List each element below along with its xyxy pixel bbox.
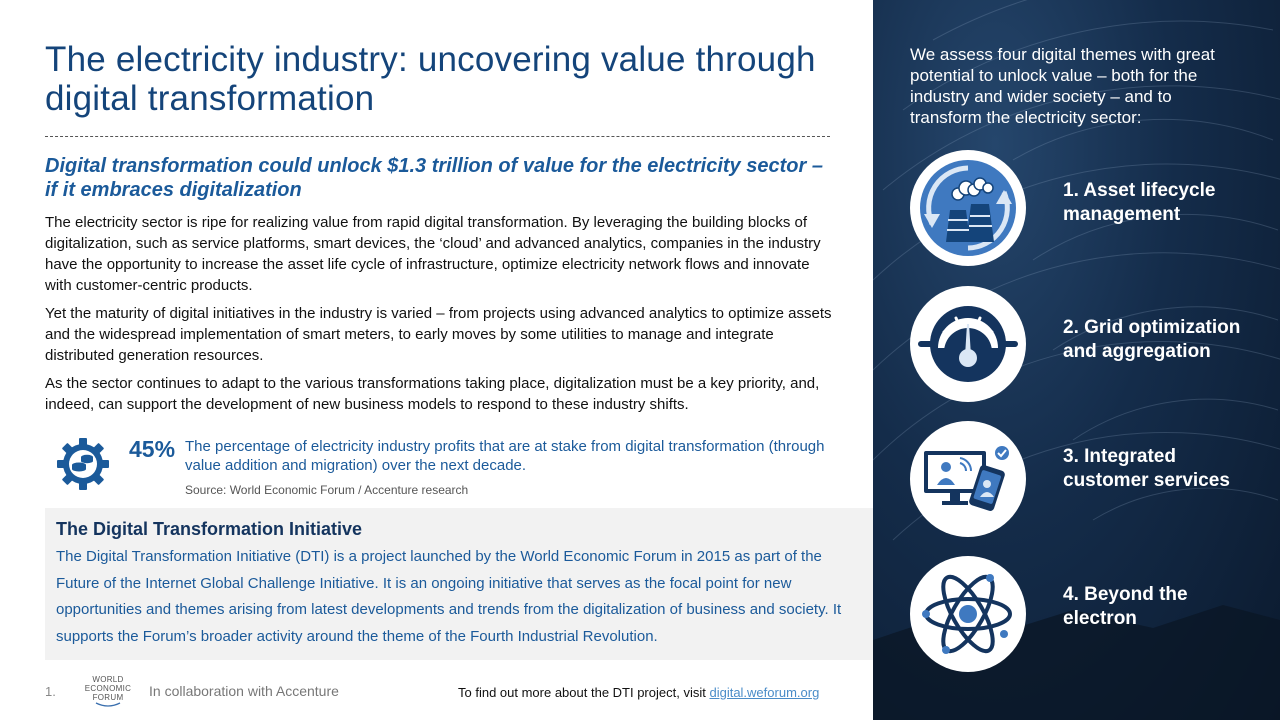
theme-icon-circle — [910, 556, 1026, 672]
page-number: 1. — [45, 684, 56, 699]
dti-link[interactable]: digital.weforum.org — [709, 685, 820, 700]
theme-icon-circle — [910, 286, 1026, 402]
panel-intro: We assess four digital themes with great potential to unlock value – both for the industry and wider society – and to transform the electricity sector: — [910, 45, 1215, 127]
theme-label-3: 3. Integrated customer services — [1063, 446, 1230, 491]
collaboration-text: In collaboration with Accenture — [149, 683, 339, 699]
logo-line-1: WORLD — [92, 675, 124, 684]
more-info-text: To find out more about the DTI project, visit — [458, 685, 706, 700]
stat-value: 45% — [129, 436, 176, 462]
monitor-phone-icon — [918, 429, 1018, 529]
cooling-tower-icon — [918, 158, 1018, 258]
theme-label-2: 2. Grid optimization and aggregation — [1063, 317, 1241, 362]
theme-icon-circle — [910, 421, 1026, 537]
more-info — [458, 685, 819, 700]
theme-grid-optimization — [910, 286, 1270, 404]
gauge-meter-icon — [918, 294, 1018, 394]
logo-line-3: FORUM — [92, 693, 124, 702]
paragraph-2: Yet the maturity of digital initiatives in the industry is varied – from projects using advanced analytics to optimize assets and the widespread implementation of smart meters, to early moves by some utilities to manage and integrate distributed generation resources. — [45, 305, 832, 364]
themes-panel — [873, 0, 1280, 720]
theme-icon-circle — [910, 150, 1026, 266]
theme-label-4: 4. Beyond the electron — [1063, 584, 1188, 629]
theme-customer-services — [910, 421, 1270, 539]
gear-coins-icon — [55, 436, 111, 492]
stat-source: Source: World Economic Forum / Accenture research — [185, 483, 469, 497]
theme-asset-lifecycle — [910, 150, 1270, 268]
footer — [0, 672, 873, 712]
subheading: Digital transformation could unlock $1.3 trillion of value for the electricity sector – if it embraces digitalization — [45, 155, 823, 201]
dashed-divider — [45, 136, 830, 137]
logo-swoosh-icon — [78, 702, 138, 708]
dti-title: The Digital Transformation Initiative — [56, 519, 363, 539]
atom-icon — [918, 564, 1018, 664]
dti-info-box — [45, 508, 873, 660]
wef-logo — [78, 675, 138, 711]
logo-line-2: ECONOMIC — [84, 684, 132, 693]
paragraph-3: As the sector continues to adapt to the various transformations taking place, digitalization must be a key priority, and, indeed, can support the development of new business models to respond to these industry shifts. — [45, 375, 820, 413]
theme-beyond-electron — [910, 556, 1270, 674]
body-text — [45, 212, 840, 422]
stat-callout — [45, 432, 835, 504]
paragraph-1: The electricity sector is ripe for realizing value from rapid digital transformation. By leveraging the building blocks of digitalization, such as service platforms, smart devices, the ‘cloud’ and advanced analytics, companies in the industry have the opportunity to increase the asset life cycle of infrastructure, optimize electricity network flows and innovate with customer-centric products. — [45, 214, 821, 294]
dti-body: The Digital Transformation Initiative (DTI) is a project launched by the World Economic Forum in 2015 as part of the Future of the Internet Global Challenge Initiative. It is an ongoing initiative that serves as the focal point for new opportunities and themes arising from latest developments and trends from the digitalization of business and society. It supports the Forum’s broader activity around the theme of the Fourth Industrial Revolution. — [56, 548, 842, 645]
theme-label-1: 1. Asset lifecycle management — [1063, 180, 1216, 225]
page-title: The electricity industry: uncovering value through digital transformation — [45, 40, 816, 118]
stat-description: The percentage of electricity industry profits that are at stake from digital transformation (through value addition and migration) over the next decade. — [185, 438, 825, 474]
